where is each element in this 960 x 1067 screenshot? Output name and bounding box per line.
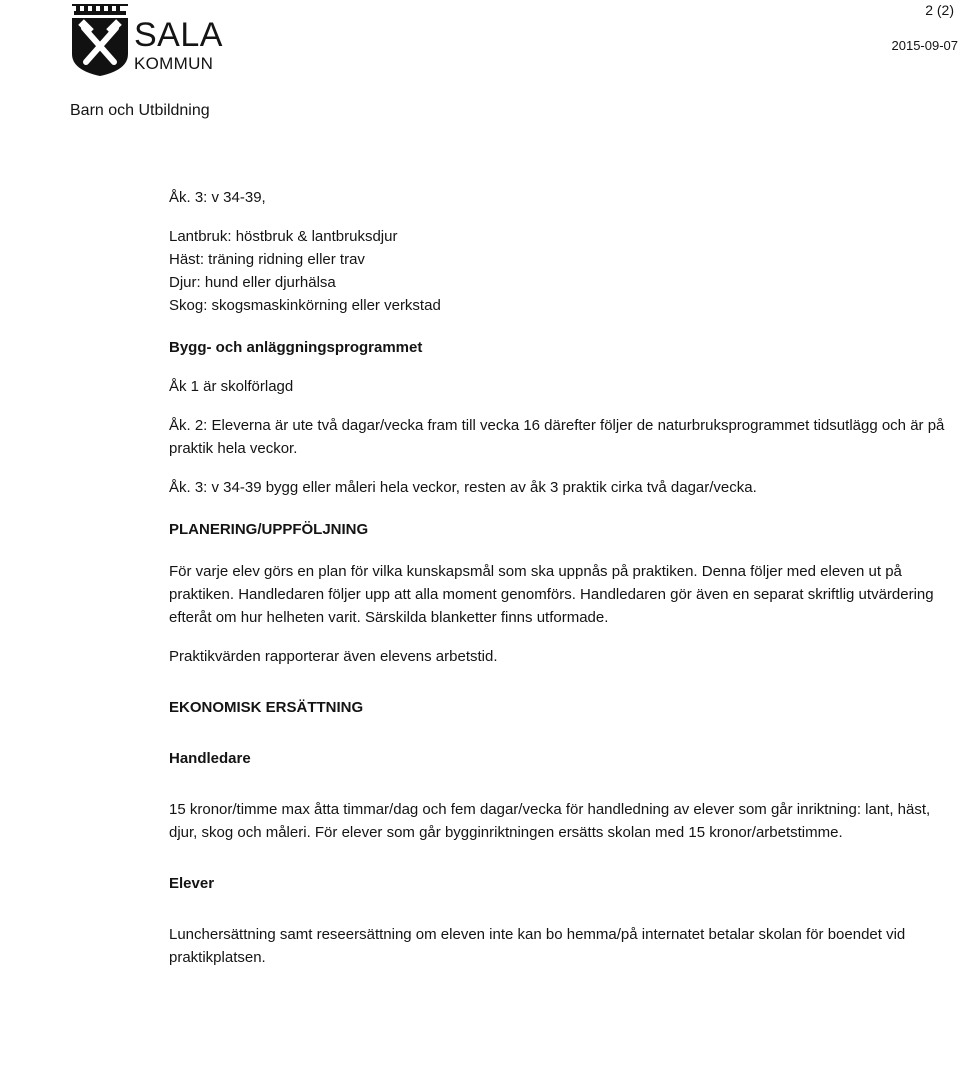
- sala-kommun-logo-icon: [70, 4, 130, 76]
- page-number: 2 (2): [925, 2, 954, 18]
- bygg-ak3: Åk. 3: v 34-39 bygg eller måleri hela veckor, resten av åk 3 praktik cirka två dagar/vecka.: [169, 479, 757, 496]
- ak3-line: Häst: träning ridning eller trav: [169, 251, 365, 268]
- elever-heading: Elever: [169, 875, 215, 892]
- department-name: Barn och Utbildning: [70, 102, 210, 119]
- document-date: 2015-09-07: [891, 38, 958, 53]
- ak3-line: Lantbruk: höstbruk & lantbruksdjur: [169, 228, 398, 245]
- ekonomisk-heading: EKONOMISK ERSÄTTNING: [169, 699, 364, 716]
- bygg-ak2: Åk. 2: Eleverna är ute två dagar/vecka fram till vecka 16 därefter följer de naturbruksprogrammet tidsutlägg och är på praktik hela veckor.: [169, 417, 945, 457]
- elever-text: Lunchersättning samt reseersättning om eleven inte kan bo hemma/på internatet betalar skolan för boendet vid praktikplatsen.: [169, 926, 906, 966]
- logo-wordmark: [134, 18, 223, 72]
- logo-name: SALA: [134, 16, 223, 54]
- ak3-line: Skog: skogsmaskinkörning eller verkstad: [169, 297, 441, 314]
- praktikvarden-text: Praktikvärden rapporterar även elevens arbetstid.: [169, 648, 498, 665]
- handledare-heading: Handledare: [169, 750, 251, 767]
- bygg-ak1: Åk 1 är skolförlagd: [169, 378, 294, 395]
- handledare-text: 15 kronor/timme max åtta timmar/dag och fem dagar/vecka för handledning av elever som går inriktning: lant, häst, djur, skog och måleri. För elever som går bygginriktningen ersätts skolan med 15 kronor/arbetstimme.: [169, 801, 931, 841]
- logo-sub: KOMMUN: [134, 54, 214, 73]
- document-body: [169, 186, 953, 969]
- planering-text: För varje elev görs en plan för vilka kunskapsmål som ska uppnås på praktiken. Denna följer med eleven ut på praktiken. Handledaren följer upp att alla moment genomförs. Handledaren gör även en separat skriftlig utvärdering efteråt om hur helheten varit. Särskilda blanketter finns utformade.: [169, 563, 934, 626]
- ak3-list: [169, 225, 953, 317]
- planering-heading: PLANERING/UPPFÖLJNING: [169, 521, 369, 538]
- ak3-heading: Åk. 3: v 34-39,: [169, 189, 266, 206]
- ak3-line: Djur: hund eller djurhälsa: [169, 274, 336, 291]
- bygg-heading: Bygg- och anläggningsprogrammet: [169, 339, 423, 356]
